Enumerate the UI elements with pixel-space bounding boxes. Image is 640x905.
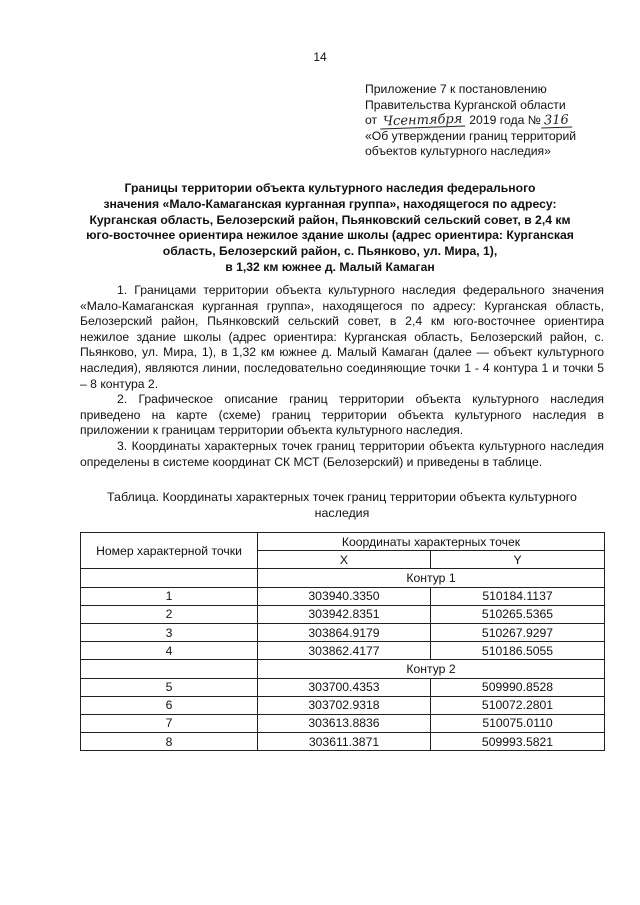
appendix-line-3 bbox=[365, 113, 615, 129]
title-line-3: Курганская область, Белозерский район, Пьянковский сельский совет, в 2,4 км bbox=[89, 212, 571, 227]
handwritten-doc-number: 316 bbox=[541, 113, 572, 128]
appendix-header bbox=[365, 82, 615, 160]
contour-row bbox=[81, 660, 605, 678]
table-row bbox=[81, 623, 605, 641]
table-row bbox=[81, 587, 605, 605]
handwritten-date: Чсентября bbox=[380, 113, 466, 130]
point-number: 8 bbox=[81, 733, 258, 751]
title-line-4: юго-восточнее ориентира нежилое здание школы (адрес ориентира: Курганская bbox=[86, 228, 574, 243]
coord-y: 509993.5821 bbox=[431, 733, 605, 751]
table-row bbox=[81, 605, 605, 623]
point-number: 6 bbox=[81, 696, 258, 714]
point-number: 5 bbox=[81, 678, 258, 696]
coord-x: 303862.4177 bbox=[258, 642, 431, 660]
table-caption: Таблица. Координаты характерных точек границ территории объекта культурного наследия bbox=[107, 490, 577, 520]
coord-x: 303942.8351 bbox=[258, 605, 431, 623]
contour-2-label: Контур 2 bbox=[258, 660, 605, 678]
header-coordinates: Координаты характерных точек bbox=[258, 533, 605, 551]
contour-empty-cell bbox=[81, 660, 258, 678]
header-y: Y bbox=[431, 551, 605, 569]
coord-y: 510184.1137 bbox=[431, 587, 605, 605]
appendix-line-1: Приложение 7 к постановлению bbox=[365, 82, 547, 96]
table-row bbox=[81, 714, 605, 732]
appendix-date-prefix: от bbox=[365, 113, 378, 127]
coord-y: 509990.8528 bbox=[431, 678, 605, 696]
paragraph-3: 3. Координаты характерных точек границ территории объекта культурного наследия определены в системе координат СК МСТ (Белозерский) и приведены в таблице. bbox=[80, 438, 604, 469]
coord-y: 510267.9297 bbox=[431, 623, 605, 641]
title-line-5: область, Белозерский район, с. Пьянково, ул. Мира, 1), bbox=[162, 244, 498, 259]
point-number: 7 bbox=[81, 714, 258, 732]
coord-y: 510265.5365 bbox=[431, 605, 605, 623]
point-number: 3 bbox=[81, 623, 258, 641]
contour-row bbox=[81, 569, 605, 587]
table-row bbox=[81, 678, 605, 696]
page-number: 14 bbox=[313, 50, 327, 64]
appendix-line-2: Правительства Курганской области bbox=[365, 97, 566, 112]
coord-y: 510075.0110 bbox=[431, 714, 605, 732]
paragraph-2: 2. Графическое описание границ территории объекта культурного наследия приведено на карте (схеме) границ территории объекта культурного наследия в приложении к границам территории объекта культурного наследия. bbox=[80, 392, 604, 438]
coord-x: 303700.4353 bbox=[258, 678, 431, 696]
coord-x: 303864.9179 bbox=[258, 623, 431, 641]
appendix-year-label: 2019 года № bbox=[469, 113, 541, 127]
paragraph-1: 1. Границами территории объекта культурного наследия федерального значения «Мало-Камаганская курганная группа», находящегося по адресу: Курганская область, Белозерский район, Пьянковский сельский совет, в 2,4 км юго-восточнее ориентира нежилое здание школы (адрес ориентира: Курганская область, Белозерский район, с. Пьянково, ул. Мира, 1), в 1,32 км южнее д. Малый Камаган (далее — объект культурного наследия), являются линии, последовательно соединяющие точки 1 - 4 контура 1 и точки 5 – 8 контура 2. bbox=[80, 283, 604, 391]
appendix-line-5: объектов культурного наследия» bbox=[365, 144, 551, 158]
table-header-row bbox=[81, 533, 605, 551]
title-line-2: значения «Мало-Камаганская курганная группа», находящегося по адресу: bbox=[103, 196, 557, 211]
coord-x: 303940.3350 bbox=[258, 587, 431, 605]
coord-y: 510186.5055 bbox=[431, 642, 605, 660]
table-row bbox=[81, 642, 605, 660]
point-number: 1 bbox=[81, 587, 258, 605]
body-text bbox=[80, 283, 604, 470]
contour-1-label: Контур 1 bbox=[258, 569, 605, 587]
coordinates-table bbox=[80, 532, 605, 751]
table-row bbox=[81, 696, 605, 714]
coord-x: 303702.9318 bbox=[258, 696, 431, 714]
document-title bbox=[80, 181, 580, 276]
coord-y: 510072.2801 bbox=[431, 696, 605, 714]
header-x: X bbox=[258, 551, 431, 569]
table-row bbox=[81, 733, 605, 751]
point-number: 2 bbox=[81, 605, 258, 623]
point-number: 4 bbox=[81, 642, 258, 660]
coord-x: 303613.8836 bbox=[258, 714, 431, 732]
title-line-6: в 1,32 км южнее д. Малый Камаган bbox=[225, 259, 435, 274]
coord-x: 303611.3871 bbox=[258, 733, 431, 751]
contour-empty-cell bbox=[81, 569, 258, 587]
title-line-1: Границы территории объекта культурного наследия федерального bbox=[124, 181, 536, 195]
appendix-line-4: «Об утверждении границ территорий bbox=[365, 128, 577, 143]
header-point-number: Номер характерной точки bbox=[81, 533, 258, 569]
